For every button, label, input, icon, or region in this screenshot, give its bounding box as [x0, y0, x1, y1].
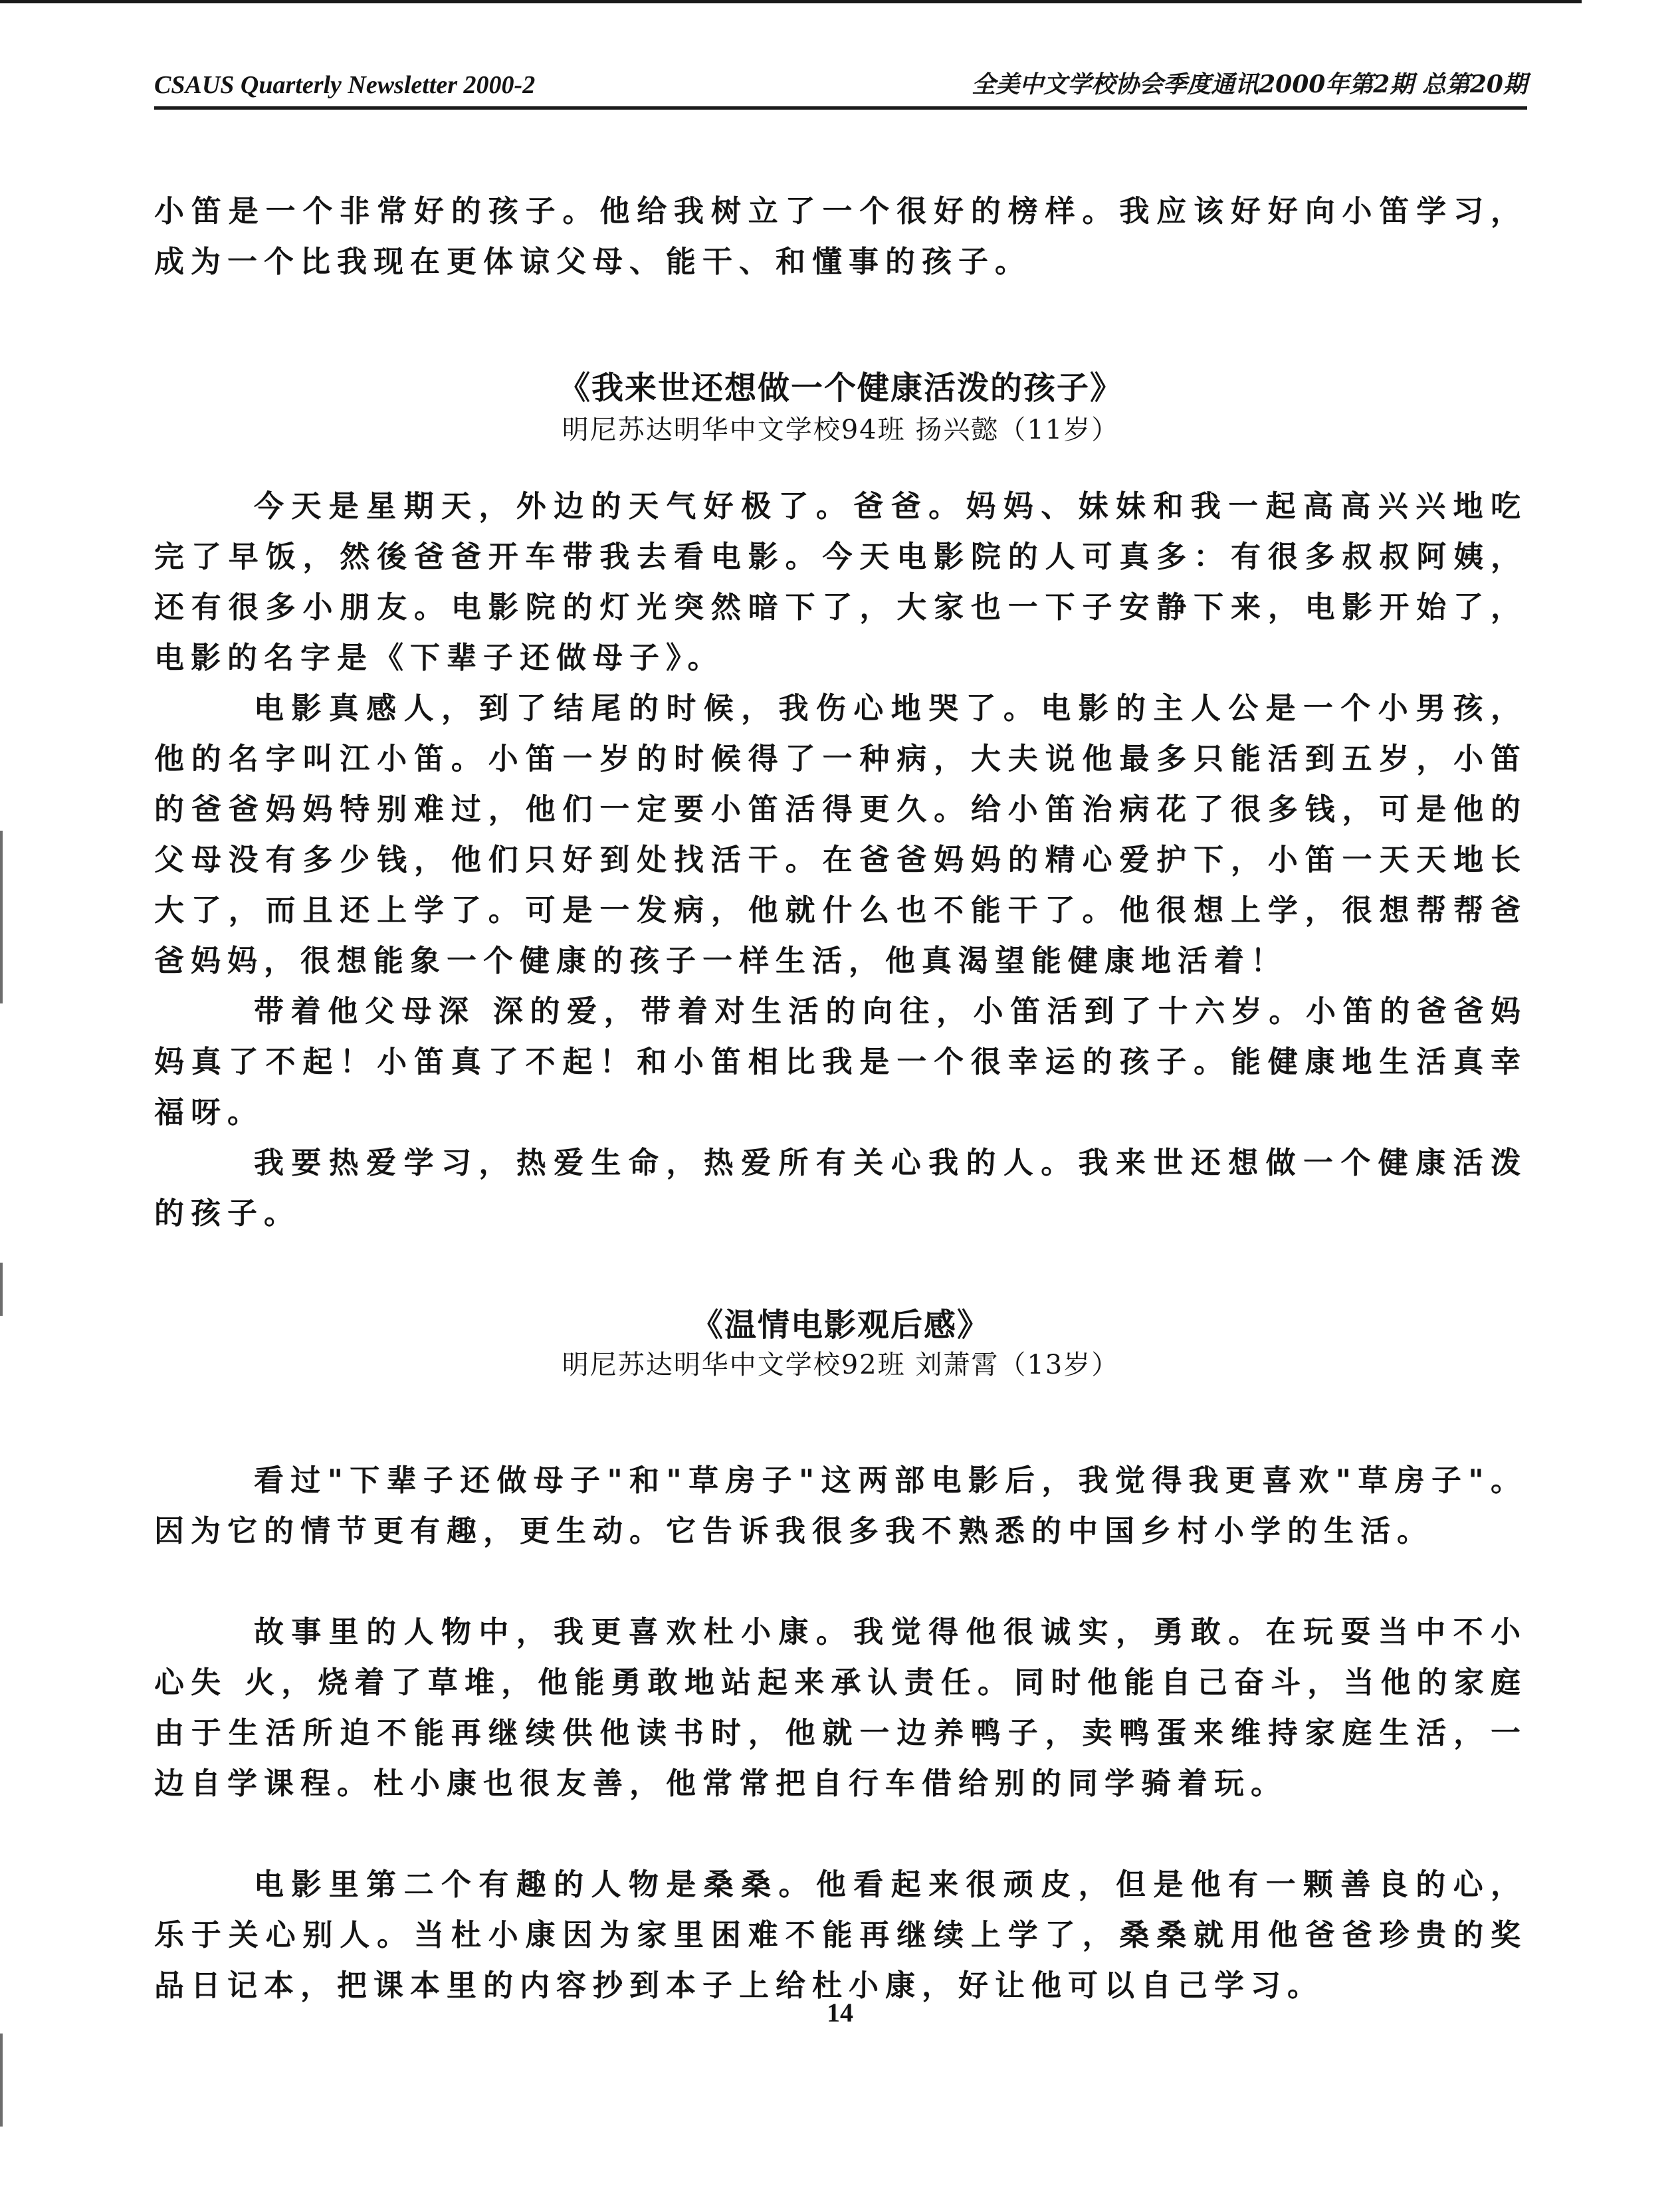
article2-paragraph-2: 故事里的人物中，我更喜欢杜小康。我觉得他很诚实，勇敢。在玩耍当中不小心失 火，烧着了草堆，他能勇敢地站起来承认责任。同时他能自己奋斗，当他的家庭由于生活所迫不能再继续供他读书时，他就一边养鸭子，卖鸭蛋来维持家庭生活，一边自学课程。杜小康也很友善，他常常把自行车借给别的同学骑着玩。: [154, 1614, 1527, 1801]
article2-title: 《温情电影观后感》: [690, 1306, 990, 1344]
article1-paragraph-4: 我要热爱学习，热爱生命，热爱所有关心我的人。我来世还想做一个健康活泼的孩子。: [154, 1145, 1527, 1231]
page-number: 14: [827, 1998, 853, 2028]
scan-edge-mark: [0, 831, 3, 1003]
article2-paragraph-3: 电影里第二个有趣的人物是桑桑。他看起来很顽皮，但是他有一颗善良的心，乐于关心别人。当杜小康因为家里困难不能再继续上学了，桑桑就用他爸爸珍贵的奖品日记本，把课本里的内容抄到本子上给杜小康，好让他可以自己学习。: [154, 1867, 1527, 2003]
article1-paragraph-3: 带着他父母深 深的爱，带着对生活的向往，小笛活到了十六岁。小笛的爸爸妈妈真了不起！小笛真了不起！和小笛相比我是一个很幸运的孩子。能健康地生活真幸福呀。: [154, 993, 1527, 1130]
running-header: [154, 64, 1527, 110]
article1-byline: 明尼苏达明华中文学校94班 扬兴懿（11岁）: [562, 415, 1120, 445]
top-rule: [0, 0, 1582, 3]
article1-paragraph-2: 电影真感人，到了结尾的时候，我伤心地哭了。电影的主人公是一个小男孩，他的名字叫江小笛。小笛一岁的时候得了一种病，大夫说他最多只能活到五岁，小笛的爸爸妈妈特别难过，他们一定要小笛活得更久。给小笛治病花了很多钱，可是他的父母没有多少钱，他们只好到处找活干。在爸爸妈妈的精心爱护下，小笛一天天地长大了，而且还上学了。可是一发病，他就什么也不能干了。他很想上学，很想帮帮爸爸妈妈，很想能象一个健康的孩子一样生活，他真渴望能健康地活着！: [154, 690, 1527, 978]
scan-edge-mark: [0, 2034, 3, 2127]
newsletter-title-cn: 全美中文学校协会季度通讯2000年第2期 总第20期: [972, 70, 1527, 98]
article1-title: 《我来世还想做一个健康活泼的孩子》: [558, 369, 1123, 407]
article2-paragraph-1: 看过"下辈子还做母子"和"草房子"这两部电影后，我觉得我更喜欢"草房子"。因为它的情节更有趣，更生动。它告诉我很多我不熟悉的中国乡村小学的生活。: [154, 1463, 1527, 1548]
article2-byline: 明尼苏达明华中文学校92班 刘萧霄（13岁）: [562, 1350, 1120, 1380]
article1-paragraph-1: 今天是星期天，外边的天气好极了。爸爸。妈妈、妹妹和我一起高高兴兴地吃完了早饭，然後爸爸开车带我去看电影。今天电影院的人可真多：有很多叔叔阿姨，还有很多小朋友。电影院的灯光突然暗下了，大家也一下子安静下来，电影开始了，电影的名字是《下辈子还做母子》。: [154, 488, 1527, 675]
intro-paragraph: 小笛是一个非常好的孩子。他给我树立了一个很好的榜样。我应该好好向小笛学习，成为一个比我现在更体谅父母、能干、和懂事的孩子。: [154, 193, 1527, 279]
newsletter-title-en: CSAUS Quarterly Newsletter 2000-2: [154, 71, 536, 99]
scan-edge-mark: [0, 1263, 3, 1316]
